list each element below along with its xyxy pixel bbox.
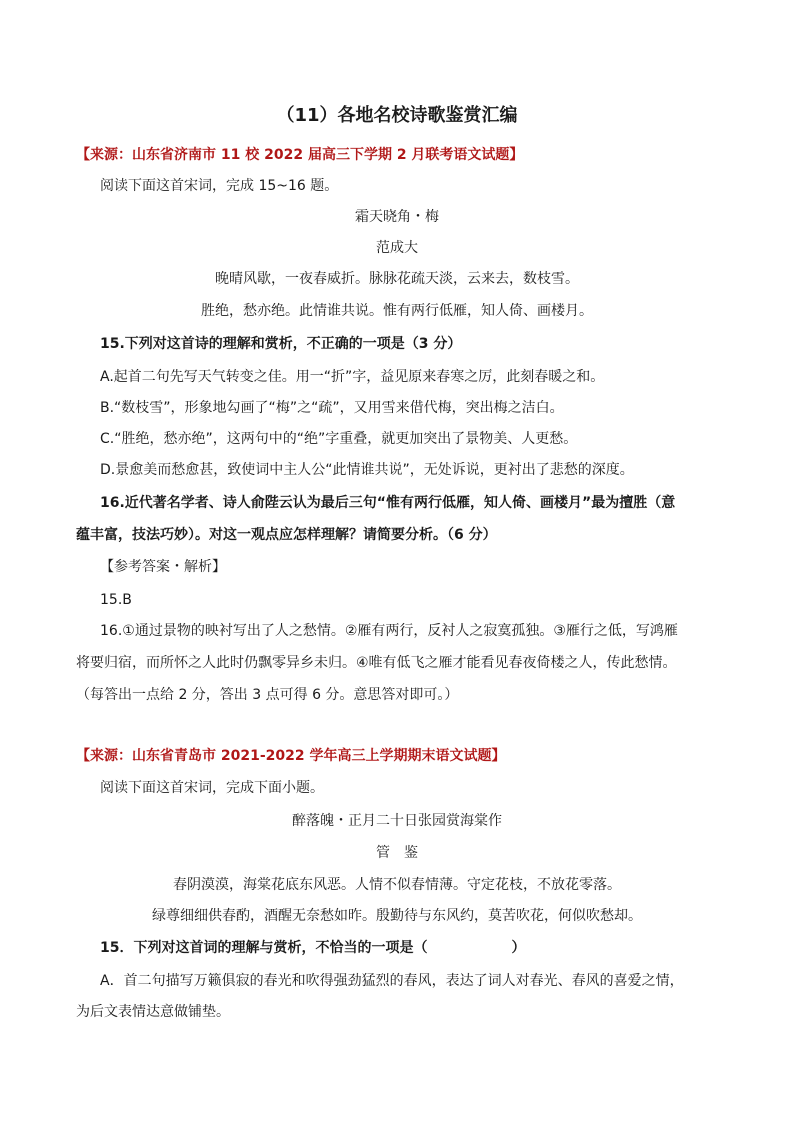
poem-line-2-2: 绿尊细细供春酌，酒醒无奈愁如昨。殷勤待与东风约，莫苦吹花，何似吹愁却。 — [152, 908, 642, 924]
question-15-2-text: 15．下列对这首词的理解与赏析，不恰当的一项是（ — [100, 940, 428, 956]
source-label-2: 【来源：山东省青岛市 2021-2022 学年高三上学期期末语文试题】 — [76, 748, 506, 764]
poem-author-1: 范成大 — [376, 240, 418, 256]
instruction-1: 阅读下面这首宋词，完成 15~16 题。 — [100, 178, 339, 194]
poem-line-1-2: 胜绝，愁亦绝。此情谁共说。惟有两行低雁，知人倚、画楼月。 — [201, 303, 593, 319]
answer-15: 15.B — [100, 592, 132, 608]
page-title: （11）各地名校诗歌鉴赏汇编 — [276, 105, 518, 126]
answer-16-line-1: 16.①通过景物的映衬写出了人之愁情。②雁有两行，反衬人之寂寞孤独。③雁行之低，写鸿雁 — [100, 623, 678, 639]
option-a-2-line-1: A．首二句描写万籁俱寂的春光和吹得强劲猛烈的春风，表达了词人对春光、春风的喜爱之情， — [100, 973, 684, 989]
poem-title-2: 醉落魄・正月二十日张园赏海棠作 — [292, 813, 502, 829]
poem-title-1: 霜天晓角・梅 — [355, 209, 439, 225]
poem-line-1-1: 晚晴风歇，一夜春威折。脉脉花疏天淡，云来去，数枝雪。 — [215, 271, 579, 287]
question-15-2-close: ） — [511, 940, 526, 956]
option-d-1: D.景愈美而愁愈甚，致使词中主人公“此情谁共说”，无处诉说，更衬出了悲愁的深度。 — [100, 462, 634, 478]
answer-16-line-2: 将要归宿，而所怀之人此时仍飘零异乡未归。④唯有低飞之雁才能看见春夜倚楼之人，传此愁情。 — [76, 655, 677, 671]
answer-header: 【参考答案・解析】 — [100, 559, 226, 575]
poem-line-2-1: 春阴漠漠，海棠花底东风恶。人情不似春情薄。守定花枝，不放花零落。 — [173, 877, 621, 893]
source-label-1: 【来源：山东省济南市 11 校 2022 届高三下学期 2 月联考语文试题】 — [76, 147, 524, 163]
question-15-1: 15.下列对这首诗的理解和赏析，不正确的一项是（3 分） — [100, 336, 462, 352]
option-b-1: B.“数枝雪”，形象地勾画了“梅”之“疏”，又用雪来借代梅，突出梅之洁白。 — [100, 400, 564, 416]
option-c-1: C.“胜绝，愁亦绝”，这两句中的“绝”字重叠，就更加突出了景物美、人更愁。 — [100, 431, 578, 447]
option-a-2-line-2: 为后文表情达意做铺垫。 — [76, 1004, 230, 1020]
question-16-line-2: 蕴丰富，技法巧妙）。对这一观点应怎样理解？请简要分析。（6 分） — [76, 527, 497, 543]
option-a-1: A.起首二句先写天气转变之佳。用一“折”字，益见原来春寒之厉，此刻春暖之和。 — [100, 369, 605, 385]
instruction-2: 阅读下面这首宋词，完成下面小题。 — [100, 780, 324, 796]
answer-16-line-3: （每答出一点给 2 分，答出 3 点可得 6 分。意思答对即可。） — [76, 687, 459, 703]
question-15-2 — [100, 938, 525, 958]
poem-author-2: 管 鉴 — [376, 845, 418, 861]
question-16-line-1: 16.近代著名学者、诗人俞陛云认为最后三句“惟有两行低雁，知人倚、画楼月”最为擅胜（意 — [100, 495, 676, 511]
